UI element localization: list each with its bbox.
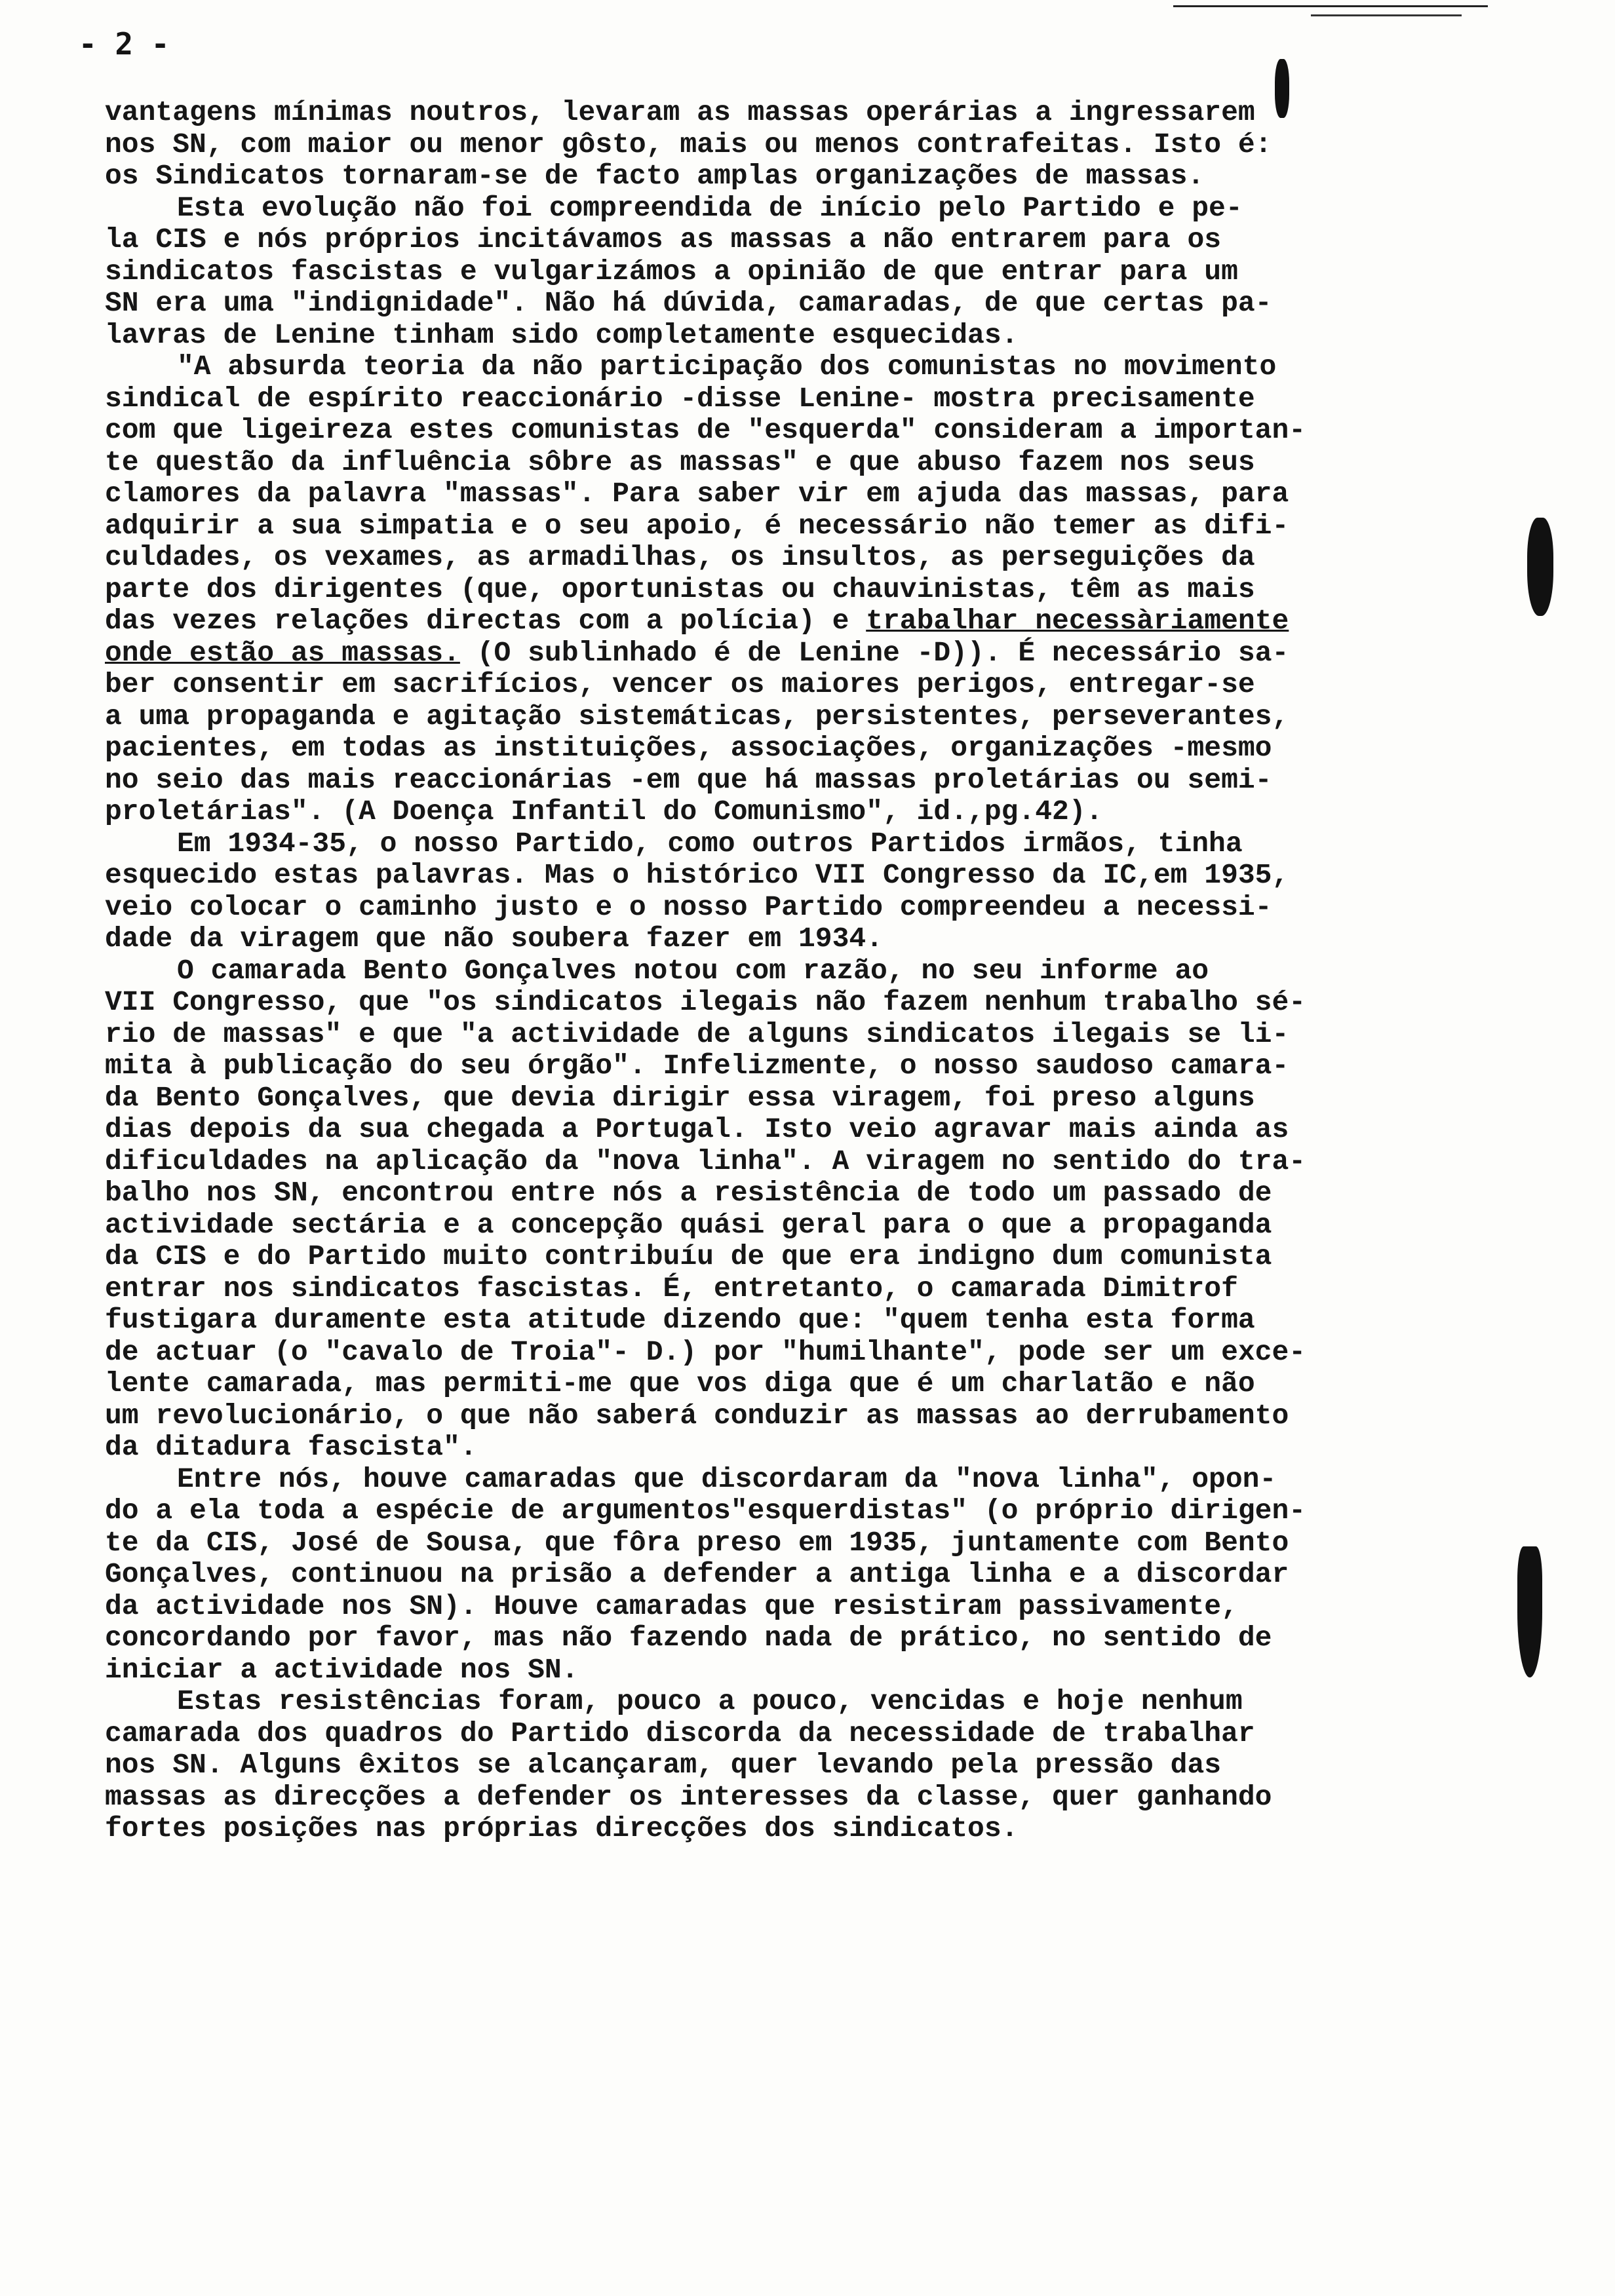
line-text: te da CIS, José de Sousa, que fôra preso em 1935, juntamente com Bento (105, 1526, 1289, 1559)
text-line (105, 542, 1455, 574)
line-text: fustigara duramente esta atitude dizendo que: "quem tenha esta forma (105, 1304, 1255, 1336)
line-text: dias depois da sua chegada a Portugal. Isto veio agravar mais ainda as (105, 1113, 1289, 1145)
line-text: clamores da palavra "massas". Para saber vir em ajuda das massas, para (105, 478, 1289, 510)
top-edge-mark (1311, 14, 1462, 36)
line-text: entrar nos sindicatos fascistas. É, entretanto, o camarada Dimitrof (105, 1272, 1238, 1305)
line-text: Em 1934-35, o nosso Partido, como outros Partidos irmãos, tinha (177, 827, 1243, 860)
punch-hole-mark-lower (1517, 1546, 1542, 1677)
text-line (105, 320, 1455, 352)
document-body (105, 97, 1455, 1845)
text-line (105, 1432, 1455, 1464)
text-line (105, 638, 1455, 670)
line-text: um revolucionário, o que não saberá conduzir as massas ao derrubamento (105, 1399, 1289, 1432)
line-text: Estas resistências foram, pouco a pouco, vencidas e hoje nenhum (177, 1685, 1243, 1717)
text-line (105, 1368, 1455, 1400)
line-text: pacientes, em todas as instituições, associações, organizações -mesmo (105, 732, 1272, 764)
text-line (105, 892, 1455, 924)
text-line (105, 701, 1455, 733)
line-text: concordando por favor, mas não fazendo nada de prático, no sentido de (105, 1622, 1272, 1654)
text-line (105, 193, 1455, 225)
text-line (105, 1337, 1455, 1369)
text-line (105, 256, 1455, 288)
text-line (105, 860, 1455, 892)
text-line (105, 1400, 1455, 1432)
text-line (105, 1114, 1455, 1146)
line-text: vantagens mínimas noutros, levaram as massas operárias a ingressarem (105, 96, 1255, 128)
line-text: sindical de espírito reaccionário -disse Lenine- mostra precisamente (105, 382, 1255, 415)
line-text: veio colocar o caminho justo e o nosso Partido compreendeu a necessi- (105, 890, 1272, 923)
text-line (105, 1464, 1455, 1496)
line-text: da Bento Gonçalves, que devia dirigir essa viragem, foi preso alguns (105, 1081, 1255, 1114)
text-line (105, 1813, 1455, 1845)
line-text: te questão da influência sôbre as massas" e que abuso fazem nos seus (105, 446, 1255, 478)
line-text: massas as direcções a defender os interesses da classe, quer ganhando (105, 1780, 1272, 1813)
underlined-text: onde estão as massas. (105, 636, 460, 669)
line-text: a uma propaganda e agitação sistemáticas, persistentes, perseverantes, (105, 700, 1289, 733)
line-text: nos SN, com maior ou menor gôsto, mais ou menos contrafeitas. Isto é: (105, 128, 1272, 161)
text-line (105, 765, 1455, 797)
text-line (105, 415, 1455, 447)
line-text: lente camarada, mas permiti-me que vos diga que é um charlatão e não (105, 1368, 1255, 1400)
text-line (105, 1495, 1455, 1527)
text-line (105, 1273, 1455, 1305)
line-text: dificuldades na aplicação da "nova linha". A viragem no sentido do tra- (105, 1145, 1306, 1177)
line-text: dade da viragem que não soubera fazer em 1934. (105, 923, 883, 955)
text-line (105, 1622, 1455, 1655)
text-line (105, 510, 1455, 543)
line-text: rio de massas" e que "a actividade de alguns sindicatos ilegais se li- (105, 1018, 1289, 1050)
text-line (105, 669, 1455, 701)
text-line (105, 383, 1455, 415)
text-line (105, 1559, 1455, 1591)
line-text: balho nos SN, encontrou entre nós a resistência de todo um passado de (105, 1177, 1272, 1209)
text-line (105, 1019, 1455, 1051)
line-text: parte dos dirigentes (que, oportunistas ou chauvinistas, têm as mais (105, 573, 1255, 605)
line-text: os Sindicatos tornaram-se de facto amplas organizações de massas. (105, 160, 1205, 192)
text-line (105, 97, 1455, 129)
line-text: da actividade nos SN). Houve camaradas que resistiram passivamente, (105, 1590, 1238, 1622)
text-line (105, 1210, 1455, 1242)
page-number: - 2 - (79, 26, 170, 62)
line-text: esquecido estas palavras. Mas o histórico VII Congresso da IC,em 1935, (105, 859, 1289, 891)
line-text: nos SN. Alguns êxitos se alcançaram, quer levando pela pressão das (105, 1749, 1222, 1781)
text-line (105, 574, 1455, 606)
line-text: fortes posições nas próprias direcções dos sindicatos. (105, 1812, 1019, 1845)
line-text: adquirir a sua simpatia e o seu apoio, é necessário não temer as difi- (105, 509, 1289, 542)
text-line (105, 224, 1455, 256)
text-line (105, 1686, 1455, 1718)
text-line (105, 1527, 1455, 1559)
text-line (105, 1655, 1455, 1687)
line-text: Entre nós, houve camaradas que discordaram da "nova linha", opon- (177, 1463, 1277, 1495)
text-line (105, 923, 1455, 955)
text-line (105, 987, 1455, 1019)
text-line (105, 1050, 1455, 1082)
text-line (105, 1146, 1455, 1178)
line-text: sindicatos fascistas e vulgarizámos a opinião de que entrar para um (105, 255, 1238, 288)
line-text-continued: (O sublinhado é de Lenine -D)). É necessário sa- (459, 636, 1289, 669)
text-line (105, 1718, 1455, 1750)
line-text: Esta evolução não foi compreendida de início pelo Partido e pe- (177, 191, 1243, 224)
line-text: mita à publicação do seu órgão". Infelizmente, o nosso saudoso camara- (105, 1050, 1289, 1082)
text-line (105, 1782, 1455, 1814)
line-text: iniciar a actividade nos SN. (105, 1653, 579, 1686)
text-line (105, 733, 1455, 765)
line-text: das vezes relações directas com a polícia) e (105, 605, 866, 637)
top-edge-rule (1173, 0, 1488, 7)
line-text: da ditadura fascista". (105, 1431, 477, 1463)
text-line (105, 828, 1455, 860)
line-text: culdades, os vexames, as armadilhas, os insultos, as perseguições da (105, 541, 1255, 573)
text-line (105, 161, 1455, 193)
line-text: camarada dos quadros do Partido discorda da necessidade de trabalhar (105, 1717, 1255, 1750)
text-line (105, 1750, 1455, 1782)
text-line (105, 796, 1455, 828)
underlined-text: trabalhar necessàriamente (866, 605, 1289, 637)
text-line (105, 351, 1455, 383)
text-line (105, 1591, 1455, 1623)
line-text: VII Congresso, que "os sindicatos ilegais não fazem nenhum trabalho sé- (105, 986, 1306, 1018)
text-line (105, 1082, 1455, 1115)
punch-hole-mark-upper (1527, 518, 1553, 616)
line-text: "A absurda teoria da não participação dos comunistas no movimento (177, 351, 1277, 383)
line-text: lavras de Lenine tinham sido completamente esquecidas. (105, 318, 1019, 351)
text-line (105, 1241, 1455, 1273)
line-text: la CIS e nós próprios incitávamos as massas a não entrarem para os (105, 223, 1222, 256)
line-text: SN era uma "indignidade". Não há dúvida, camaradas, de que certas pa- (105, 287, 1272, 319)
line-text: da CIS e do Partido muito contribuíu de que era indigno dum comunista (105, 1240, 1272, 1272)
line-text: com que ligeireza estes comunistas de "esquerda" consideram a importan- (105, 414, 1306, 446)
line-text: proletárias". (A Doença Infantil do Comunismo", id.,pg.42). (105, 795, 1103, 828)
text-line (105, 1305, 1455, 1337)
line-text: O camarada Bento Gonçalves notou com razão, no seu informe ao (177, 954, 1209, 987)
text-line (105, 955, 1455, 987)
line-text: de actuar (o "cavalo de Troia"- D.) por "humilhante", pode ser um exce- (105, 1335, 1306, 1368)
text-line (105, 129, 1455, 161)
text-line (105, 1177, 1455, 1210)
text-line (105, 447, 1455, 479)
text-line (105, 605, 1455, 638)
text-line (105, 478, 1455, 510)
line-text: actividade sectária e a concepção quási geral para o que a propaganda (105, 1208, 1272, 1241)
line-text: no seio das mais reaccionárias -em que há massas proletárias ou semi- (105, 763, 1272, 796)
line-text: do a ela toda a espécie de argumentos"esquerdistas" (o próprio dirigen- (105, 1495, 1306, 1527)
text-line (105, 288, 1455, 320)
line-text: Gonçalves, continuou na prisão a defender a antiga linha e a discordar (105, 1558, 1289, 1590)
line-text: ber consentir em sacrifícios, vencer os maiores perigos, entregar-se (105, 668, 1255, 700)
